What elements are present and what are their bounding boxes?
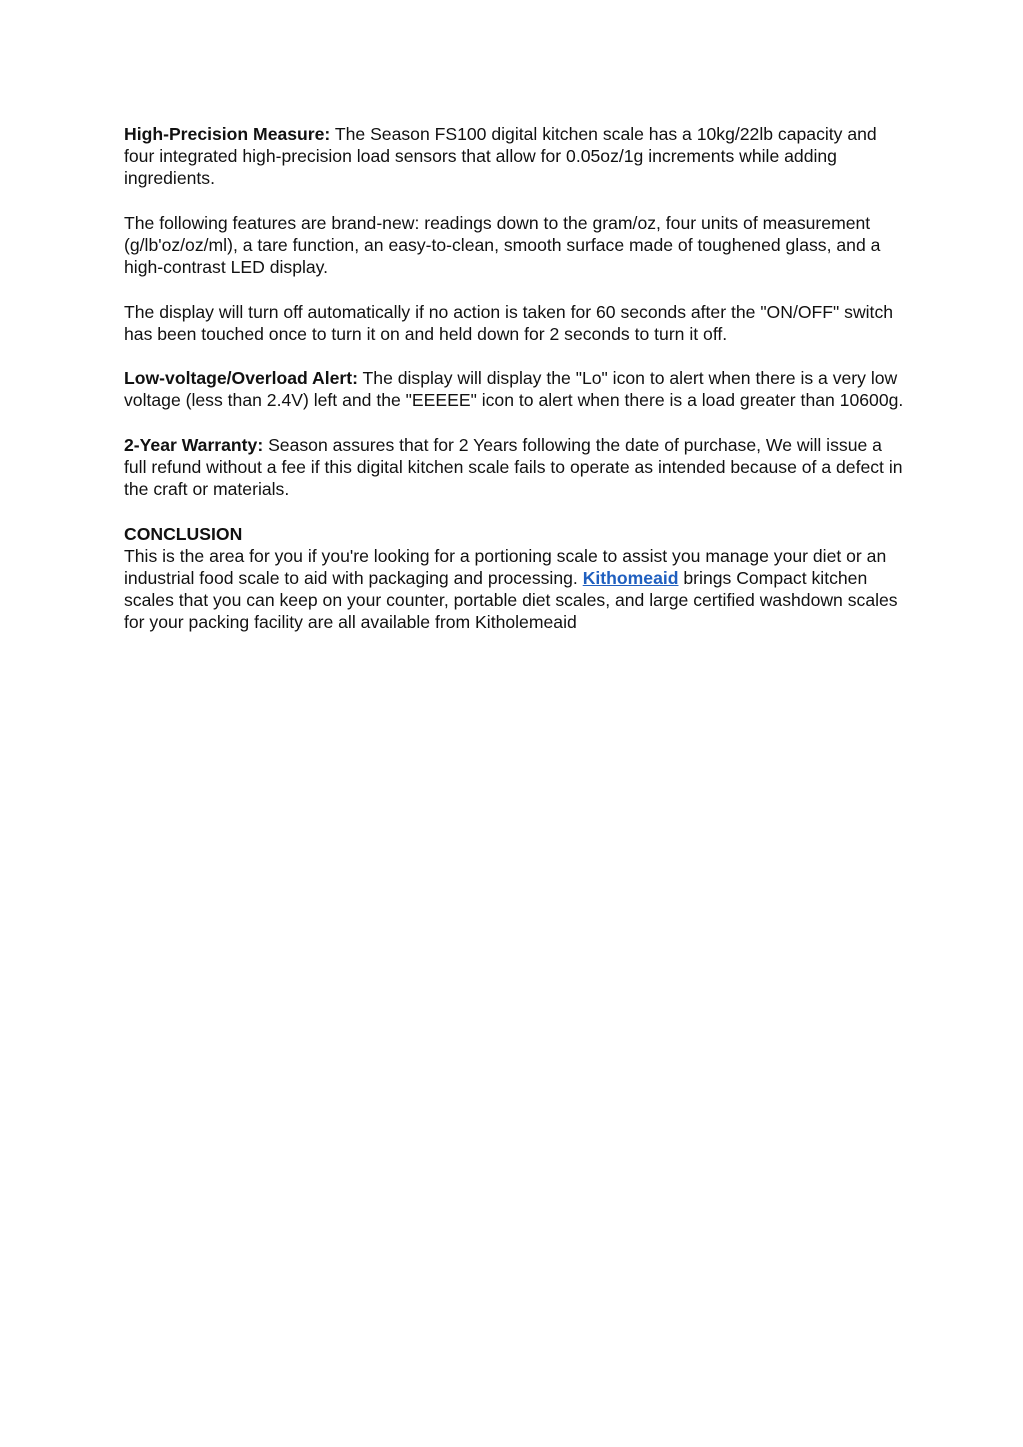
conclusion-section: [124, 523, 904, 634]
document-body: [124, 123, 904, 656]
paragraph-text: Season assures that for 2 Years following the date of purchase, We will issue a full refund without a fee if this digital kitchen scale fails to operate as intended because of a defect in the craft or materials.: [124, 434, 903, 500]
kithomeaid-link[interactable]: Kithomeaid: [582, 567, 679, 588]
paragraph-low-voltage-alert: [124, 367, 904, 411]
paragraph-high-precision-measure: [124, 123, 904, 190]
conclusion-heading: CONCLUSION: [124, 523, 243, 544]
conclusion-text-before: This is the area for you if you're looking for a portioning scale to assist you manage your diet or an industrial food scale to aid with packaging and processing.: [124, 545, 887, 588]
conclusion-text-after: brings Compact kitchen scales that you can keep on your counter, portable diet scales, and large certified washdown scales for your packing facility are all available from Kitholemeaid: [124, 567, 898, 633]
paragraph-text: The following features are brand-new: readings down to the gram/oz, four units of measurement (g/lb'oz/oz/ml), a tare function, an easy-to-clean, smooth surface made of toughened glass, and a high-contrast LED display.: [124, 212, 881, 278]
paragraph-text: The display will turn off automatically if no action is taken for 60 seconds after the "ON/OFF" switch has been touched once to turn it on and held down for 2 seconds to turn it off.: [124, 301, 894, 344]
paragraph-warranty: [124, 434, 904, 501]
paragraph-features: [124, 212, 904, 279]
paragraph-lead: High-Precision Measure:: [124, 124, 331, 144]
paragraph-lead: 2-Year Warranty:: [124, 434, 264, 455]
paragraph-auto-off: [124, 301, 904, 345]
paragraph-text: The Season FS100 digital kitchen scale has a 10kg/22lb capacity and four integrated high-precision load sensors that allow for 0.05oz/1g increments while adding ingredients.: [124, 124, 877, 189]
paragraph-text: The display will display the "Lo" icon to alert when there is a very low voltage (less than 2.4V) left and the "EEEEE" icon to alert when there is a load greater than 10600g.: [124, 368, 904, 411]
paragraph-lead: Low-voltage/Overload Alert:: [124, 368, 358, 389]
